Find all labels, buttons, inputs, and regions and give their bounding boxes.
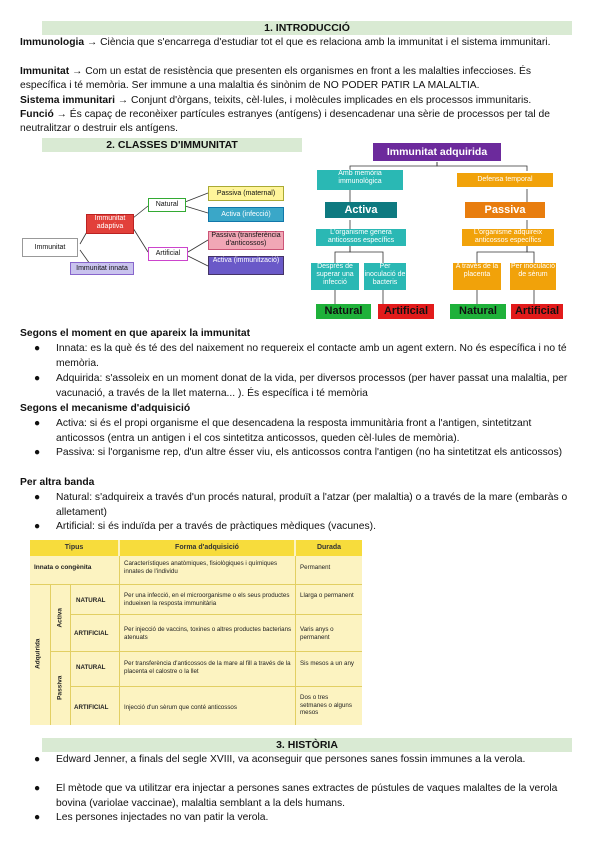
box-despres-infeccio: Després de superar una infecció bbox=[311, 263, 359, 290]
innata-forma: Característiques anatòmiques, fisiològiques i químiques innates de l'individu bbox=[124, 560, 278, 575]
bullet-icon: ● bbox=[34, 418, 41, 429]
row-durada: Llarga o permanent bbox=[300, 592, 354, 599]
row-tipus: ARTIFICIAL bbox=[74, 704, 109, 711]
row-forma: Per injecció de vaccins, toxines o altres productes bacterians atenuats bbox=[124, 626, 292, 641]
adquirida-label: Adquirida bbox=[34, 638, 42, 669]
activa-label: Activa bbox=[56, 608, 64, 628]
row-tipus: NATURAL bbox=[76, 597, 106, 604]
box-passiva-maternal: Passiva (maternal) bbox=[208, 186, 284, 201]
col-divider bbox=[295, 556, 296, 725]
definition: → Com un estat de resistència que presenten els organismes en front a les malalties infeccioses. És específica i té memòria. Ser immune a una malaltia és sinònim de NO PODER PATIR LA MALALTIA. bbox=[20, 66, 532, 91]
heading-mecanisme: Segons el mecanisme d'adquisició bbox=[20, 403, 191, 414]
acquisition-table bbox=[30, 540, 362, 725]
section-title: 1. INTRODUCCIÓ bbox=[264, 22, 350, 34]
box-natural-passiva: Natural bbox=[450, 304, 506, 319]
bullet-icon: ● bbox=[34, 812, 41, 823]
bullet-icon: ● bbox=[34, 754, 41, 765]
row-divider bbox=[70, 614, 362, 615]
bullet-text: El mètode que va utilitzar era injectar a persones sanes extractes de pústules de vaques malaltes de la verola bovina (variolae vaccinae), malaltia semblant a la dels humans. bbox=[56, 783, 558, 809]
bullet-text: Natural: s'adquireix a través d'un procés natural, produït a l'atzar (per malaltia) o a través de la mare (embaràs o alletament) bbox=[56, 492, 568, 518]
bullet-icon: ● bbox=[34, 447, 41, 458]
row-tipus: ARTIFICIAL bbox=[74, 630, 109, 637]
definition: → És capaç de reconèixer partícules estranyes (antígens) i desencadenar una sèrie de processos per tal de neutralitzar o destruir els antígens. bbox=[20, 109, 550, 134]
box-amb-memoria: Amb memòria immunològica bbox=[317, 170, 403, 190]
bullet-icon: ● bbox=[34, 492, 41, 503]
box-activa: Activa bbox=[325, 202, 397, 218]
section-title: 3. HISTÒRIA bbox=[276, 739, 338, 751]
table-header-tipus: Tipus bbox=[30, 540, 118, 556]
bullet-metode bbox=[34, 782, 574, 811]
col-divider bbox=[70, 585, 71, 725]
table-header-durada: Durada bbox=[296, 540, 362, 556]
box-placenta: A través de la placenta bbox=[453, 263, 501, 290]
bullet-adquirida bbox=[34, 372, 579, 401]
bullet-icon: ● bbox=[34, 343, 41, 354]
row-divider bbox=[50, 651, 362, 652]
section-title: 2. CLASSES D'IMMUNITAT bbox=[106, 139, 238, 151]
col-divider bbox=[50, 585, 51, 725]
box-immunitat: Immunitat bbox=[22, 238, 78, 257]
row-durada: Sis mesos a un any bbox=[300, 660, 354, 667]
box-immunitat-innata: Immunitat innata bbox=[70, 262, 134, 275]
bullet-passiva bbox=[34, 446, 579, 475]
bullet-text: Activa: si és el propi organisme el que desencadena la resposta immunitària front a l'antigen, sintetitzant anticossos (entra un antigen i el cos sintetitza anticossos, queden cèl·lules de memòria). bbox=[56, 418, 532, 444]
box-artificial-passiva: Artificial bbox=[511, 304, 563, 319]
heading-moment: Segons el moment en que apareix la immunitat bbox=[20, 328, 251, 339]
row-forma: Per transferència d'anticossos de la mare al fill a través de la placenta el calostre o la llet bbox=[124, 660, 291, 675]
box-artificial-activa: Artificial bbox=[378, 304, 434, 319]
bullet-text: Passiva: si l'organisme rep, d'un altre ésser viu, els anticossos contra l'antigen (no ha sintetitzat els anticossos) bbox=[56, 447, 563, 458]
bullet-text: Edward Jenner, a finals del segle XVIII, va aconseguir que persones sanes fossin immunes a la verola. bbox=[56, 754, 526, 765]
box-activa-immunitzacio: Activa (immunització) bbox=[208, 256, 284, 275]
box-defensa-temporal: Defensa temporal bbox=[457, 173, 553, 187]
row-forma: Injecció d'un sèrum que conté anticossos bbox=[124, 704, 237, 711]
passiva-label: Passiva bbox=[56, 675, 64, 700]
bullet-artificial bbox=[34, 520, 579, 535]
row-forma: Per una infecció, en el microorganisme o els seus productes indueixen la resposta immunitària bbox=[124, 592, 290, 607]
box-immunitat-adaptiva: Immunitat adaptiva bbox=[86, 214, 134, 234]
section-header-historia bbox=[42, 738, 572, 752]
bullet-text: Adquirida: s'assoleix en un moment donat de la vida, per diversos processos (per haver passat una malaltia, per vacunació, a través de la llet materna... ). És específica i té memòria bbox=[56, 373, 568, 399]
box-inoculacio-serum: Per inoculació de sèrum bbox=[510, 263, 556, 290]
innata-label: Innata o congènita bbox=[34, 564, 92, 571]
row-tipus: NATURAL bbox=[76, 664, 106, 671]
box-natural-activa: Natural bbox=[316, 304, 371, 319]
bullet-icon: ● bbox=[34, 783, 41, 794]
bullet-text: Les persones injectades no van patir la verola. bbox=[56, 812, 269, 823]
bullet-text: Artificial: si és induïda per a través de pràctiques mèdiques (vacunes). bbox=[56, 521, 376, 532]
col-divider bbox=[119, 556, 120, 725]
row-divider bbox=[70, 686, 362, 687]
heading-altra-banda: Per altra banda bbox=[20, 477, 95, 488]
term: Immunitat bbox=[20, 66, 70, 77]
box-natural: Natural bbox=[148, 198, 186, 212]
bullet-innata bbox=[34, 342, 579, 371]
bullet-jenner bbox=[34, 753, 574, 782]
bullet-natural bbox=[34, 491, 579, 520]
bullet-activa bbox=[34, 417, 579, 446]
term: Immunologia bbox=[20, 37, 85, 48]
table-header-forma: Forma d'adquisició bbox=[120, 540, 294, 556]
box-genera-anticossos: L'organisme genera anticossos específics bbox=[316, 229, 406, 246]
box-passiva-transferencia: Passiva (transferència d'anticossos) bbox=[208, 231, 284, 250]
definition: → Ciència que s'encarrega d'estudiar tot el que es relaciona amb la immunitat i el sistema immunitari. bbox=[84, 37, 551, 48]
row-durada: Dos o tres setmanes o alguns mesos bbox=[300, 694, 352, 716]
definition: → Conjunt d'òrgans, teixits, cèl·lules, i molècules implicades en els processos immunitaris. bbox=[115, 95, 532, 106]
bullet-text: Innata: es la què és té des del naixement no requereix el contacte amb un agent extern. No és específica i no té memòria. bbox=[56, 343, 567, 369]
bullet-icon: ● bbox=[34, 373, 41, 384]
row-divider bbox=[30, 584, 362, 585]
box-immunitat-adquirida: Immunitat adquirida bbox=[373, 143, 501, 161]
box-passiva: Passiva bbox=[465, 202, 545, 218]
box-inoculacio-bacteris: Per inoculació de bacteris bbox=[364, 263, 406, 290]
term: Funció bbox=[20, 109, 54, 120]
bullet-icon: ● bbox=[34, 521, 41, 532]
box-artificial: Artificial bbox=[148, 247, 188, 261]
box-adquireix-anticossos: L'organisme adquireix anticossos específics bbox=[462, 229, 554, 246]
bullet-injectades bbox=[34, 811, 574, 826]
box-activa-infeccio: Activa (infecció) bbox=[208, 207, 284, 222]
term: Sistema immunitari bbox=[20, 95, 115, 106]
row-durada: Varis anys o permanent bbox=[300, 626, 334, 641]
innata-durada: Permanent bbox=[300, 564, 331, 571]
